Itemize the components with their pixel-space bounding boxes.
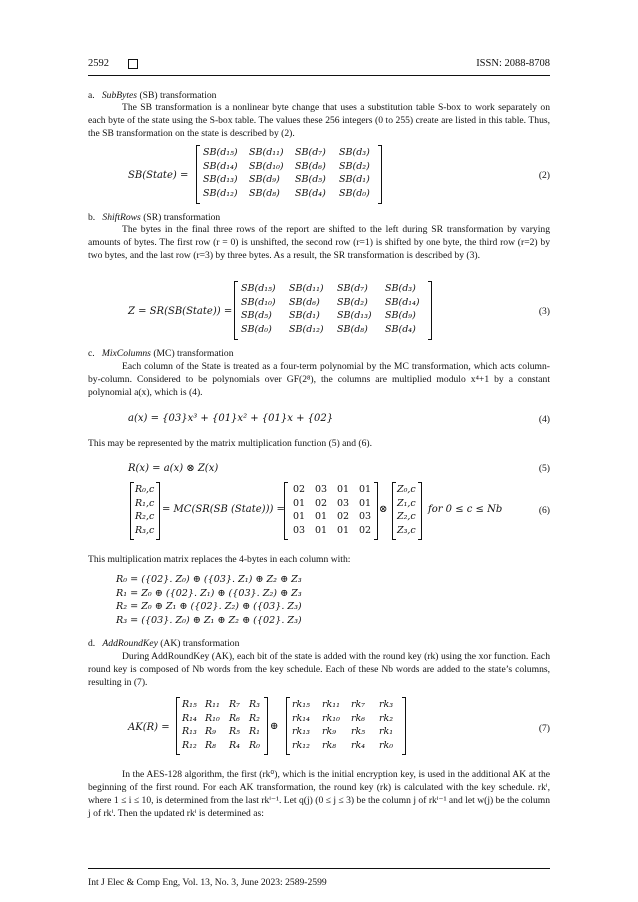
eq7-number: (7): [538, 723, 550, 734]
m7b-cell: rk₆: [351, 712, 366, 724]
m7a-cell: R₁₂: [182, 739, 197, 751]
eq6-number: (6): [538, 505, 550, 516]
eq6-z-vector: [392, 483, 422, 539]
m6-cell: 02: [293, 484, 306, 495]
m7a-cell: R₄: [229, 739, 240, 751]
m6-cell: 03: [293, 524, 306, 536]
r-equation-line: R₀ = ({02}. Z₀) ⊕ ({03}. Z₁) ⊕ Z₂ ⊕ Z₃: [116, 574, 302, 585]
m7a-cell: R₆: [229, 712, 240, 724]
m7a-cell: R₁₅: [182, 699, 197, 710]
m3-cell: SB(d₃): [385, 283, 416, 294]
eq3-lhs: Z = SR(SB(State)) =: [128, 306, 233, 317]
m3-cell: SB(d₇): [337, 283, 368, 294]
m2-cell: SB(d₁₁): [249, 147, 284, 158]
m6-cell: 03: [359, 511, 372, 522]
v6r-cell: R₂,c: [135, 511, 155, 522]
page-footer: Int J Elec & Comp Eng, Vol. 13, No. 3, June 2023: 2589-2599: [88, 877, 327, 888]
m7a-cell: R₃: [249, 699, 260, 710]
eq2-number: (2): [538, 170, 550, 181]
m6-cell: 01: [359, 484, 372, 495]
m2-cell: SB(d₁): [339, 174, 370, 185]
m2-cell: SB(d₁₅): [203, 147, 238, 158]
m2-cell: SB(d₃): [339, 147, 370, 158]
m7a-cell: R₇: [229, 699, 240, 710]
v6z-cell: Z₃,c: [397, 524, 416, 536]
m2-cell: SB(d₁₂): [203, 187, 238, 199]
m7a-cell: R₉: [205, 726, 216, 737]
m7b-cell: rk₄: [351, 739, 366, 751]
m2-cell: SB(d₁₃): [203, 174, 238, 185]
v6z-cell: Z₁,c: [397, 497, 416, 509]
m7a-cell: R₀: [249, 739, 260, 751]
page-header: [88, 58, 550, 72]
m6-cell: 01: [359, 497, 372, 509]
section-b-text: The bytes in the final three rows of the report are shifted to the left during SR transformation by varying amounts of bytes. The first row (r = 0) is unshifted, the second row (r=1) is shifted by one byte, the third row (r=2) by two bytes, and the last row (r=3) by three bytes. As a result, the SR transformation is described by (3).: [88, 224, 550, 261]
m3-cell: SB(d₁): [289, 310, 320, 321]
m6-cell: 03: [315, 484, 328, 495]
section-c-text-2: This may be represented by the matrix multiplication function (5) and (6).: [88, 438, 372, 449]
m7b-cell: rk₁₂: [292, 739, 310, 751]
m3-cell: SB(d₁₀): [241, 296, 276, 308]
m2-cell: SB(d₁₄): [203, 160, 238, 172]
section-d-text-2: In the AES-128 algorithm, the first (rk⁰), which is the initial encryption key, is used in the additional AK at the beginning of the first round. For each AK transformation, the round key (rk) is calculated with the key schedule. rkⁱ, where 1 ≤ i ≤ 10, is determined from the last rkⁱ⁻¹. Let q(j) (0 ≤ j ≤ 3) be the column j of rkⁱ⁻¹ and let w(j) be the column j of rkⁱ. Then the updated rkⁱ is determined as:: [88, 769, 550, 819]
v6r-cell: R₃,c: [135, 524, 155, 536]
m6-cell: 02: [359, 524, 372, 536]
section-d-heading: d. AddRoundKey (AK) transformation: [88, 638, 240, 649]
eq3-number: (3): [538, 306, 550, 317]
section-c-heading: c. MixColumns (MC) transformation: [88, 348, 234, 359]
m7b-cell: rk₇: [351, 699, 366, 710]
issn: ISSN: 2088-8708: [476, 58, 550, 69]
m2-cell: SB(d₅): [295, 174, 326, 185]
eq7-key-matrix: [286, 698, 406, 754]
m3-cell: SB(d₁₃): [337, 310, 372, 321]
page-number: 2592: [88, 58, 109, 69]
eq6-r-vector: [130, 483, 160, 539]
m6-cell: 01: [293, 511, 306, 522]
m7b-cell: rk₁: [379, 726, 394, 737]
m3-cell: SB(d₉): [385, 310, 416, 321]
m7a-cell: R₁₀: [205, 712, 220, 724]
m7a-cell: R₅: [229, 726, 240, 737]
m6-cell: 01: [337, 484, 350, 495]
r-equation-line: R₁ = Z₀ ⊕ ({02}. Z₁) ⊕ ({03}. Z₂) ⊕ Z₃: [116, 587, 302, 599]
eq6-mix-matrix: [284, 483, 378, 539]
m3-cell: SB(d₅): [241, 310, 272, 321]
section-a-text: The SB transformation is a nonlinear byte change that uses a substitution table S-box to work separately on each byte of the state using the S-box table. The values these 256 integers (0 to 255) create are listed in this table. Thus, the SB transformation on the state is described by (2).: [88, 102, 550, 139]
v6z-cell: Z₀,c: [397, 484, 416, 495]
m3-cell: SB(d₁₁): [289, 283, 324, 294]
m3-cell: SB(d₂): [337, 296, 368, 308]
m3-cell: SB(d₀): [241, 323, 272, 335]
m3-cell: SB(d₆): [289, 296, 320, 308]
m3-cell: SB(d₈): [337, 323, 368, 335]
m7b-cell: rk₁₀: [322, 712, 340, 724]
eq7-state-matrix: [176, 698, 268, 754]
eq4-number: (4): [538, 414, 550, 425]
eq6-middle: = MC(SR(SB (State))) =: [162, 504, 285, 515]
section-a-heading: a. SubBytes (SB) transformation: [88, 90, 217, 101]
footer-rule: [88, 868, 550, 869]
v6r-cell: R₀,c: [135, 484, 155, 495]
m7a-cell: R₁₁: [205, 699, 220, 710]
m7a-cell: R₁₃: [182, 726, 197, 737]
m7b-cell: rk₁₁: [322, 699, 340, 710]
m7a-cell: R₂: [249, 712, 260, 724]
m3-cell: SB(d₁₅): [241, 283, 276, 294]
square-icon: [128, 59, 138, 69]
m2-cell: SB(d₉): [249, 174, 280, 185]
eq7-lhs: AK(R) =: [128, 722, 170, 733]
r-equation-line: R₃ = ({03}. Z₀) ⊕ Z₁ ⊕ Z₂ ⊕ ({02}. Z₃): [116, 614, 302, 626]
m6-cell: 01: [337, 524, 350, 536]
r-equation-line: R₂ = Z₀ ⊕ Z₁ ⊕ ({02}. Z₂) ⊕ ({03}. Z₃): [116, 601, 302, 612]
m7b-cell: rk₀: [379, 739, 394, 751]
m2-cell: SB(d₀): [339, 187, 370, 199]
m7a-cell: R₁: [249, 726, 260, 737]
m3-cell: SB(d₄): [385, 323, 416, 335]
v6z-cell: Z₂,c: [397, 511, 416, 522]
m7b-cell: rk₈: [322, 739, 337, 751]
m6-cell: 02: [337, 511, 350, 522]
m2-cell: SB(d₆): [295, 160, 326, 172]
m7b-cell: rk₁₅: [292, 699, 310, 710]
section-b-heading: b. ShiftRows (SR) transformation: [88, 212, 221, 223]
m6-cell: 01: [293, 497, 306, 509]
m7b-cell: rk₃: [379, 699, 394, 710]
eq6-condition: for 0 ≤ c ≤ Nb: [428, 504, 503, 515]
m2-cell: SB(d₁₀): [249, 160, 284, 172]
section-c-text: Each column of the State is treated as a four-term polynomial by the MC transformation, which acts column-by-column. Considered to be polynomials over GF(2⁸), the columns are multiplied modulo x⁴+1 by a constant polynomial a(x), which is (4).: [88, 361, 550, 398]
m2-cell: SB(d₇): [295, 147, 326, 158]
m3-cell: SB(d₁₂): [289, 323, 324, 335]
m2-cell: SB(d₄): [295, 187, 326, 199]
header-rule: [88, 75, 550, 76]
v6r-cell: R₁,c: [135, 497, 155, 509]
eq5-number: (5): [538, 463, 550, 474]
eq2-matrix: [196, 146, 382, 203]
eq5: R(x) = a(x) ⊗ Z(x): [128, 463, 219, 474]
m6-cell: 02: [315, 497, 328, 509]
m7a-cell: R₈: [205, 739, 216, 751]
m2-cell: SB(d₈): [249, 187, 280, 199]
m7b-cell: rk₂: [379, 712, 394, 724]
m2-cell: SB(d₂): [339, 160, 370, 172]
m7b-cell: rk₁₄: [292, 712, 310, 724]
m6-cell: 03: [337, 497, 350, 509]
section-c-text-3: This multiplication matrix replaces the 4-bytes in each column with:: [88, 554, 351, 565]
m7b-cell: rk₁₃: [292, 726, 310, 737]
m7b-cell: rk₅: [351, 726, 366, 737]
m7b-cell: rk₉: [322, 726, 337, 737]
eq7-oplus: ⊕: [270, 721, 279, 732]
m6-cell: 01: [315, 524, 328, 536]
m3-cell: SB(d₁₄): [385, 296, 420, 308]
m6-cell: 01: [315, 511, 328, 522]
eq6-otimes: ⊗: [379, 504, 388, 515]
eq2-lhs: SB(State) =: [128, 170, 189, 181]
eq4: a(x) = {03}x³ + {01}x² + {01}x + {02}: [128, 413, 334, 424]
m7a-cell: R₁₄: [182, 712, 197, 724]
eq3-matrix: [234, 282, 432, 339]
section-d-text: During AddRoundKey (AK), each bit of the state is added with the round key (rk) using the xor function. Each round key is composed of Nb words from the key schedule. Each of these Nb words are added to the state’s columns, resulting in (7).: [88, 651, 550, 688]
